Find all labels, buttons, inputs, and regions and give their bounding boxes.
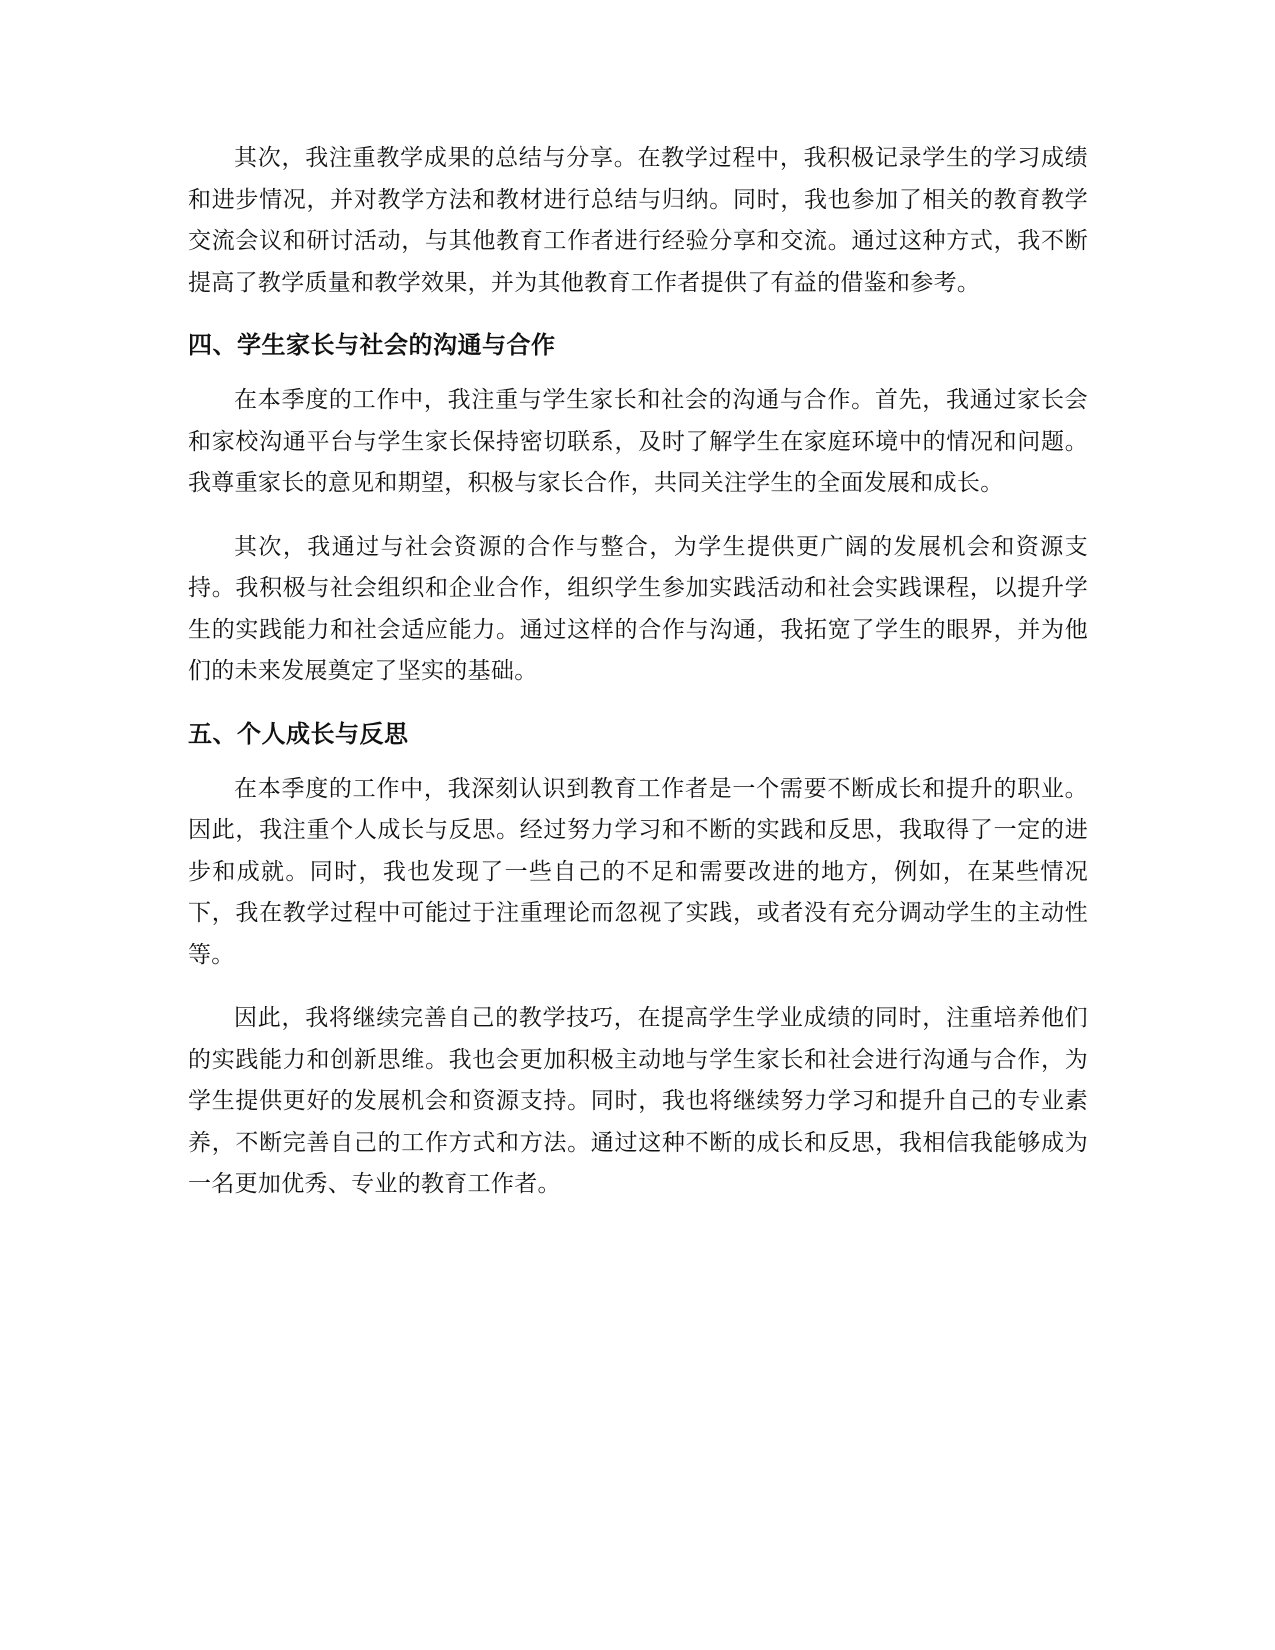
document-page: [188, 138, 1088, 1206]
paragraph-summary-sharing: 其次，我注重教学成果的总结与分享。在教学过程中，我积极记录学生的学习成绩和进步情况，并对教学方法和教材进行总结与归纳。同时，我也参加了相关的教育教学交流会议和研讨活动，与其他教育工作者进行经验分享和交流。通过这种方式，我不断提高了教学质量和教学效果，并为其他教育工作者提供了有益的借鉴和参考。: [188, 145, 1088, 296]
paragraph-personal-growth: 在本季度的工作中，我深刻认识到教育工作者是一个需要不断成长和提升的职业。因此，我注重个人成长与反思。经过努力学习和不断的实践和反思，我取得了一定的进步和成就。同时，我也发现了一些自己的不足和需要改进的地方，例如，在某些情况下，我在教学过程中可能过于注重理论而忽视了实践，或者没有充分调动学生的主动性等。: [188, 775, 1088, 968]
section-heading-growth: 五、个人成长与反思: [188, 719, 409, 748]
paragraph-future-plans: 因此，我将继续完善自己的教学技巧，在提高学生学业成绩的同时，注重培养他们的实践能力和创新思维。我也会更加积极主动地与学生家长和社会进行沟通与合作，为学生提供更好的发展机会和资源支持。同时，我也将继续努力学习和提升自己的专业素养，不断完善自己的工作方式和方法。通过这种不断的成长和反思，我相信我能够成为一名更加优秀、专业的教育工作者。: [188, 1005, 1088, 1197]
paragraph-parent-communication: 在本季度的工作中，我注重与学生家长和社会的沟通与合作。首先，我通过家长会和家校沟通平台与学生家长保持密切联系，及时了解学生在家庭环境中的情况和问题。我尊重家长的意见和期望，积极与家长合作，共同关注学生的全面发展和成长。: [188, 387, 1088, 496]
paragraph-social-cooperation: 其次，我通过与社会资源的合作与整合，为学生提供更广阔的发展机会和资源支持。我积极与社会组织和企业合作，组织学生参加实践活动和社会实践课程，以提升学生的实践能力和社会适应能力。通过这样的合作与沟通，我拓宽了学生的眼界，并为他们的未来发展奠定了坚实的基础。: [188, 533, 1088, 684]
section-heading-communication: 四、学生家长与社会的沟通与合作: [188, 331, 556, 359]
